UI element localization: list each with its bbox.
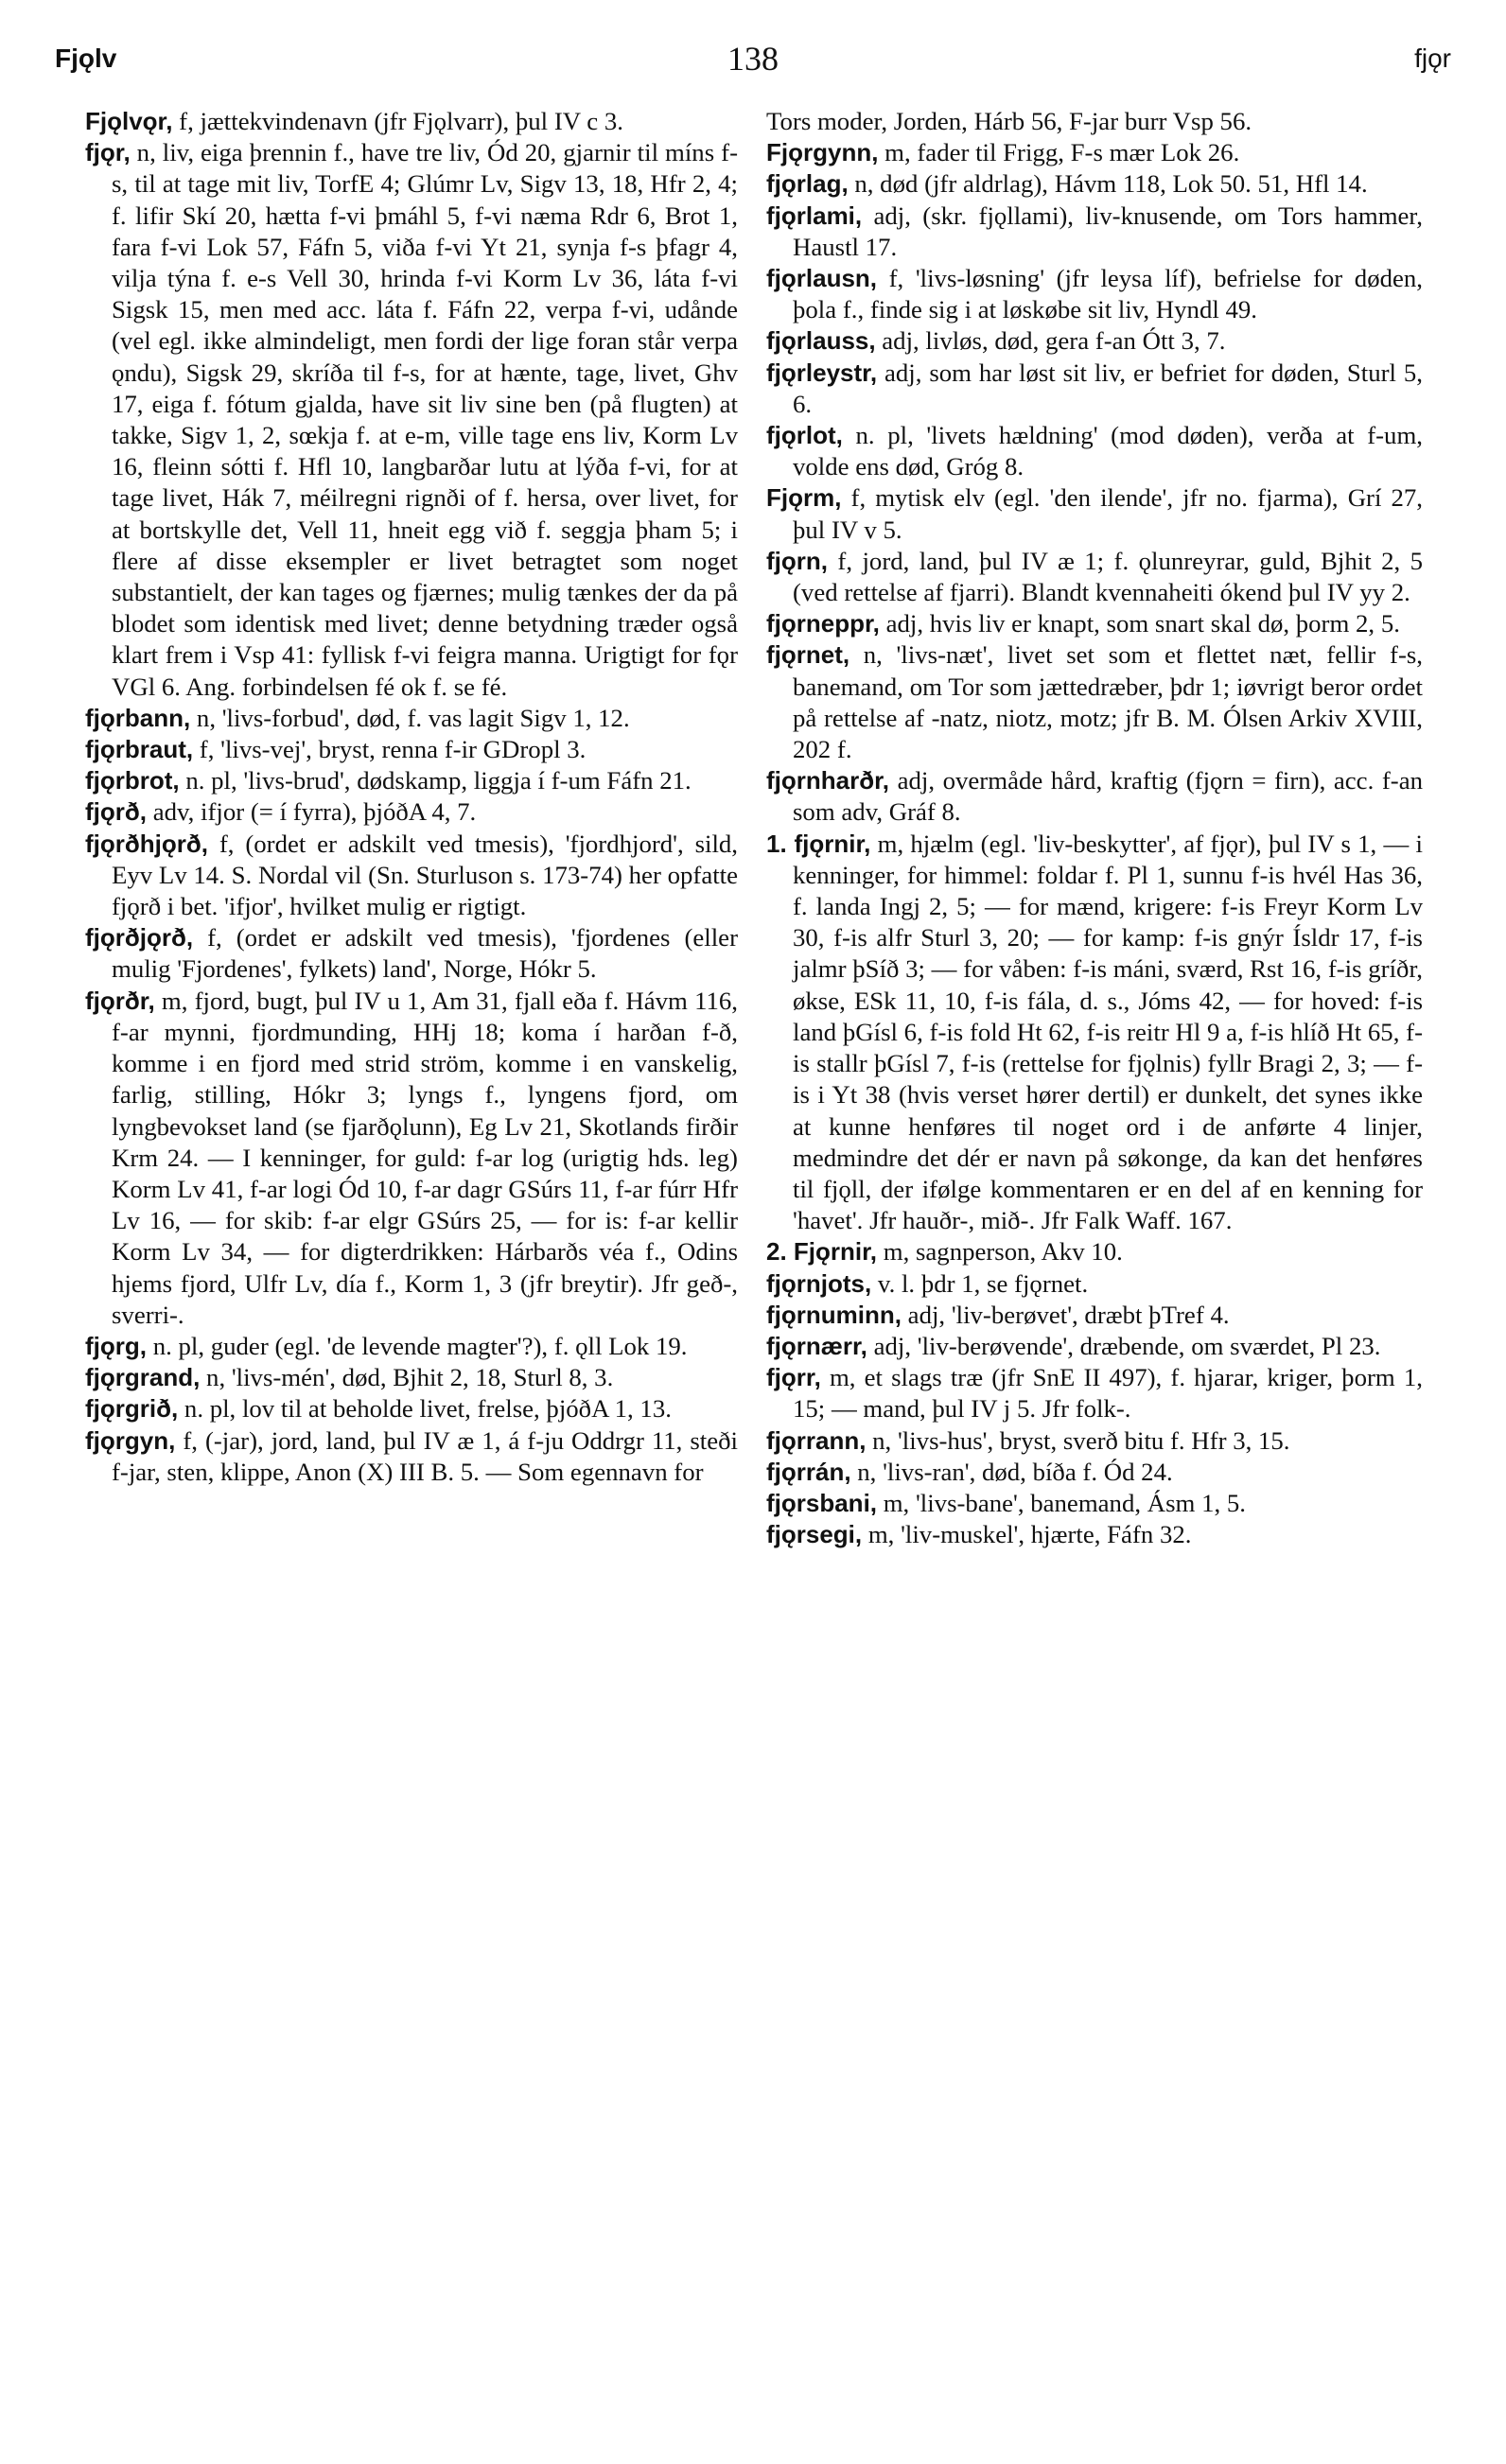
dictionary-entry (766, 168, 1423, 200)
entry-definition: m, sagnperson, Akv 10. (877, 1237, 1123, 1267)
dictionary-entry (766, 1268, 1423, 1300)
entry-headword: fjǫrrán, (766, 1457, 851, 1486)
entry-definition: n, 'livs-mén', død, Bjhit 2, 18, Sturl 8, 3. (200, 1363, 614, 1392)
entry-headword: Fjǫrgynn, (766, 138, 879, 167)
entry-definition: adv, ifjor (= í fyrra), þjóðA 4, 7. (147, 797, 477, 827)
dictionary-entry (766, 420, 1423, 482)
entry-definition: n, 'livs-hus', bryst, sverð bitu f. Hfr 3, 15. (866, 1425, 1290, 1455)
entry-headword: fjǫrðr, (85, 986, 155, 1015)
entry-definition: m, hjælm (egl. 'liv-beskytter', af fjǫr), þul IV s 1, — i kenninger, for himmel: foldar f. Pl 1, sunnu f-is hvél Has 36, f. landa Ingj 2, 5; — for mænd, krigere: f-is Freyr Korm Lv 30, f-is alfr Sturl 3, 20; — for kamp: f-is gnýr Ísldr 17, f-is jalmr þSíð 3; — for våben: f-is máni, sværd, Rst 16, f-is gríðr, økse, ESk 11, 10, f-is fála, d. s., Jóms 42, — for hoved: f-is land þGísl 6, f-is fold Ht 62, f-is reitr Hl 9 a, f-is hlíð Ht 65, f-is stallr þGísl 7, f-is (rettelse for fjǫlnis) fyllr Bragi 2, 3; — f-is i Yt 38 (hvis verset hører dertil) er dunkelt, det synes ikke at kunne henføres til noget ord i de anførte 4 linjer, medmindre det dér er navn på søkonge, da kan det henføres til fjǫll, der ifølge kommentaren er en del af en kenning for 'havet'. Jfr hauðr-, mið-. Jfr Falk Waff. 167. (793, 829, 1423, 1235)
left-column (85, 106, 738, 1488)
entry-definition: n, død (jfr aldrlag), Hávm 118, Lok 50. 51, Hfl 14. (848, 169, 1368, 199)
entry-definition: v. l. þdr 1, se fjǫrnet. (871, 1268, 1089, 1298)
entry-definition: f, 'livs-vej', bryst, renna f-ir GDropl 3. (193, 735, 587, 764)
right-column (766, 106, 1423, 1550)
header-left-guideword: Fjǫlv (55, 44, 117, 73)
entry-definition: f, jættekvindenavn (jfr Fjǫlvarr), þul IV c 3. (172, 107, 624, 135)
entry-definition: f, mytisk elv (egl. 'den ilende', jfr no. fjarma), Grí 27, þul IV v 5. (793, 483, 1423, 544)
entry-definition: adj, (skr. fjǫllami), liv-knusende, om Tors hammer, Haustl 17. (793, 201, 1423, 261)
entry-headword: fjǫrnjots, (766, 1268, 872, 1298)
entry-headword: fjǫrgyn, (85, 1425, 176, 1455)
dictionary-entry (766, 546, 1423, 608)
dictionary-entry (85, 1393, 738, 1424)
entry-definition: f, (ordet er adskilt ved tmesis), 'fjordhjord', sild, Eyv Lv 14. S. Nordal vil (Sn. Sturluson s. 173-74) her opfatte fjǫrð i bet. 'ifjor', hvilket mulig er rigtigt. (112, 829, 738, 921)
entry-definition: f, (ordet er adskilt ved tmesis), 'fjordenes (eller mulig 'Fjordenes', fylkets) land', Norge, Hókr 5. (112, 923, 738, 984)
entry-headword: fjǫrleystr, (766, 358, 878, 387)
dictionary-entry (766, 1300, 1423, 1331)
entry-definition: n. pl, 'livs-brud', dødskamp, liggja í f-um Fáfn 21. (179, 766, 692, 795)
entry-definition: f, (-jar), jord, land, þul IV æ 1, á f-ju Oddrgr 11, steði f-jar, sten, klippe, Anon (X) III B. 5. — Som egennavn for (112, 1425, 738, 1486)
entry-headword: fjǫrsbani, (766, 1488, 878, 1517)
entry-headword: fjǫrlag, (766, 169, 849, 199)
entry-definition: Tors moder, Jorden, Hárb 56, F-jar burr Vsp 56. (766, 107, 1252, 135)
entry-headword: fjǫr, (85, 138, 131, 167)
dictionary-entry (766, 482, 1423, 545)
entry-headword: fjǫrneppr, (766, 609, 880, 638)
dictionary-entry (85, 796, 738, 828)
page-number: 138 (727, 40, 779, 78)
dictionary-entry (85, 829, 738, 923)
entry-headword: fjǫrbann, (85, 703, 191, 732)
entry-headword: fjǫrn, (766, 546, 828, 575)
entry-headword: fjǫrg, (85, 1331, 147, 1360)
entry-definition: adj, som har løst sit liv, er befriet for døden, Sturl 5, 6. (793, 358, 1423, 418)
entry-definition: n, liv, eiga þrennin f., have tre liv, Ód 20, gjarnir til míns f-s, til at tage mit liv, TorfE 4; Glúmr Lv, Sigv 13, 18, Hfr 2, 4; f. lifir Skí 20, hætta f-vi þmáhl 5, f-vi næma Rdr 6, Brot 1, fara f-vi Lok 57, Fáfn 5, viða f-vi Yt 21, synja f-s þfagr 4, vilja týna f. e-s Vell 30, hrinda f-vi Korm Lv 36, láta f-vi Sigsk 15, men med acc. láta f. Fáfn 22, verpa f-vi, udånde (vel egl. ikke almindeligt, men fordi der lige foran står verpa ǫndu), Sigsk 29, skríða til f-s, for at hænte, tage, livet, Ghv 17, eiga f. fótum gjalda, have sit liv sine ben (på flugten) at takke, Sigv 1, 2, sœkja f. at e-m, ville tage ens liv, Korm Lv 16, fleinn sótti f. Hfl 10, langbarðar lutu at lýða f-vi, for at tage livet, Hák 7, méilregni rignði of f. hersa, over livet, for at bortskylle det, Vell 11, hneit egg við f. seggja þham 5; i flere af disse eksempler er livet betragtet som noget substantielt, der kan tages og fjærnes; mulig tænkes der da på blodet som identisk med livet; denne betydning træder også klart frem i Vsp 41: fyllisk f-vi feigra manna. Urigtigt for fǫr VGl 6. Ang. forbindelsen fé ok f. se fé. (112, 138, 738, 701)
dictionary-entry (766, 1519, 1423, 1550)
entry-headword: fjǫrlami, (766, 201, 863, 230)
dictionary-entry (766, 1362, 1423, 1424)
entry-definition: adj, overmåde hård, kraftig (fjǫrn = firn), acc. f-an som adv, Gráf 8. (793, 766, 1423, 827)
dictionary-entry (85, 1362, 738, 1393)
dictionary-entry (85, 765, 738, 796)
entry-definition: f, jord, land, þul IV æ 1; f. ǫlunreyrar, guld, Bjhit 2, 5 (ved rettelse af fjarri). Blandt kvennaheiti ókend þul IV yy 2. (793, 546, 1423, 607)
dictionary-entry (85, 922, 738, 985)
entry-definition: n. pl, 'livets hældning' (mod døden), verða at f-um, volde ens død, Gróg 8. (793, 421, 1423, 481)
entry-headword: fjǫrsegi, (766, 1520, 863, 1549)
entry-headword: fjǫrnet, (766, 640, 850, 670)
entry-definition: n. pl, guder (egl. 'de levende magter'?), f. ǫll Lok 19. (147, 1331, 688, 1360)
entry-headword: fjǫrrann, (766, 1425, 867, 1455)
entry-definition: m, 'livs-bane', banemand, Ásm 1, 5. (877, 1488, 1246, 1517)
dictionary-entry (766, 1236, 1423, 1267)
entry-definition: adj, 'liv-berøvet', dræbt þTref 4. (901, 1300, 1230, 1329)
entry-headword: fjǫrðjǫrð, (85, 923, 194, 952)
dictionary-entry (766, 358, 1423, 420)
entry-headword: Fjǫlvǫr, (85, 107, 173, 135)
entry-definition: m, fjord, bugt, þul IV u 1, Am 31, fjall eða f. Hávm 116, f-ar mynni, fjordmunding, HHj 18; koma í harðan f-ð, komme i en fjord med strid ström, komme i en vanskelig, farlig, stilling, Hókr 3; lyngs f., lyngens fjord, om lyngbevokset land (se fjarðǫlunn), Eg Lv 21, Skotlands firðir Krm 24. — I kenninger, for guld: f-ar log (urigtig hds. leg) Korm Lv 41, f-ar logi Ód 10, f-ar dagr GSúrs 11, f-ar fúrr Hfr Lv 16, — for skib: f-ar elgr GSúrs 25, — for is: f-ar kellir Korm Lv 34, — for digterdrikken: Hárbarðs véa f., Odins hjems fjord, Ulfr Lv, día f., Korm 1, 3 (jfr breytir). Jfr geð-, sverri-. (112, 986, 738, 1329)
entry-headword: fjǫrbrot, (85, 766, 180, 795)
dictionary-entry (85, 1425, 738, 1488)
entry-headword: fjǫrnharðr, (766, 766, 890, 795)
dictionary-entry (766, 1331, 1423, 1362)
page-header (55, 40, 1451, 78)
dictionary-entry (766, 1488, 1423, 1519)
dictionary-entry (85, 986, 738, 1331)
entry-headword: fjǫrgrand, (85, 1363, 201, 1392)
entry-headword: fjǫrr, (766, 1363, 821, 1392)
entry-definition: adj, livløs, død, gera f-an Ótt 3, 7. (875, 326, 1226, 356)
entry-headword: fjǫrlot, (766, 421, 843, 450)
dictionary-entry (85, 137, 738, 703)
entry-definition: m, et slags træ (jfr SnE II 497), f. hjarar, kriger, þorm 1, 15; — mand, þul IV j 5. Jfr folk-. (793, 1363, 1423, 1424)
entry-definition: n, 'livs-ran', død, bíða f. Ód 24. (850, 1457, 1173, 1486)
dictionary-entry (85, 703, 738, 734)
dictionary-entry (766, 325, 1423, 357)
entry-headword: fjǫrnuminn, (766, 1300, 902, 1329)
dictionary-entry (85, 1331, 738, 1362)
entry-definition: n, 'livs-næt', livet set som et flettet næt, fellir f-s, banemand, om Tor som jættedræber, þdr 1; iøvrigt beror ordet på rettelse af -natz, niotz, motz; jfr B. M. Ólsen Arkiv XVIII, 202 f. (793, 640, 1423, 764)
entry-headword: Fjǫrm, (766, 483, 842, 513)
dictionary-entry (766, 1425, 1423, 1457)
entry-definition: m, fader til Frigg, F-s mær Lok 26. (878, 138, 1240, 167)
dictionary-entry (766, 829, 1423, 1237)
entry-headword: fjǫrbraut, (85, 735, 194, 764)
dictionary-entry (766, 639, 1423, 765)
dictionary-entry (766, 1457, 1423, 1488)
entry-headword: fjǫrgrið, (85, 1394, 179, 1424)
entry-definition: f, 'livs-løsning' (jfr leysa líf), befrielse for døden, þola f., finde sig i at løskøbe sit liv, Hyndl 49. (793, 264, 1423, 324)
entry-headword: 2. Fjǫrnir, (766, 1237, 878, 1267)
entry-definition: adj, 'liv-berøvende', dræbende, om sværdet, Pl 23. (867, 1331, 1381, 1360)
entry-definition: n. pl, lov til at beholde livet, frelse, þjóðA 1, 13. (178, 1394, 672, 1424)
dictionary-entry (766, 765, 1423, 828)
dictionary-entry (766, 137, 1423, 168)
entry-headword: fjǫrðhjǫrð, (85, 829, 208, 858)
entry-definition: n, 'livs-forbud', død, f. vas lagit Sigv 1, 12. (190, 703, 630, 732)
entry-headword: fjǫrlausn, (766, 264, 878, 293)
dictionary-entry (766, 106, 1423, 137)
header-right-guideword: fjǫr (1414, 44, 1451, 73)
entry-definition: adj, hvis liv er knapt, som snart skal dø, þorm 2, 5. (879, 609, 1400, 638)
entry-headword: fjǫrlauss, (766, 326, 876, 356)
dictionary-entry (766, 608, 1423, 639)
entry-definition: m, 'liv-muskel', hjærte, Fáfn 32. (862, 1520, 1192, 1549)
dictionary-entry (85, 106, 738, 137)
entry-headword: fjǫrð, (85, 797, 147, 827)
dictionary-entry (766, 263, 1423, 325)
dictionary-entry (85, 734, 738, 765)
dictionary-entry (766, 201, 1423, 263)
entry-headword: 1. fjǫrnir, (766, 829, 871, 858)
entry-headword: fjǫrnærr, (766, 1331, 867, 1360)
